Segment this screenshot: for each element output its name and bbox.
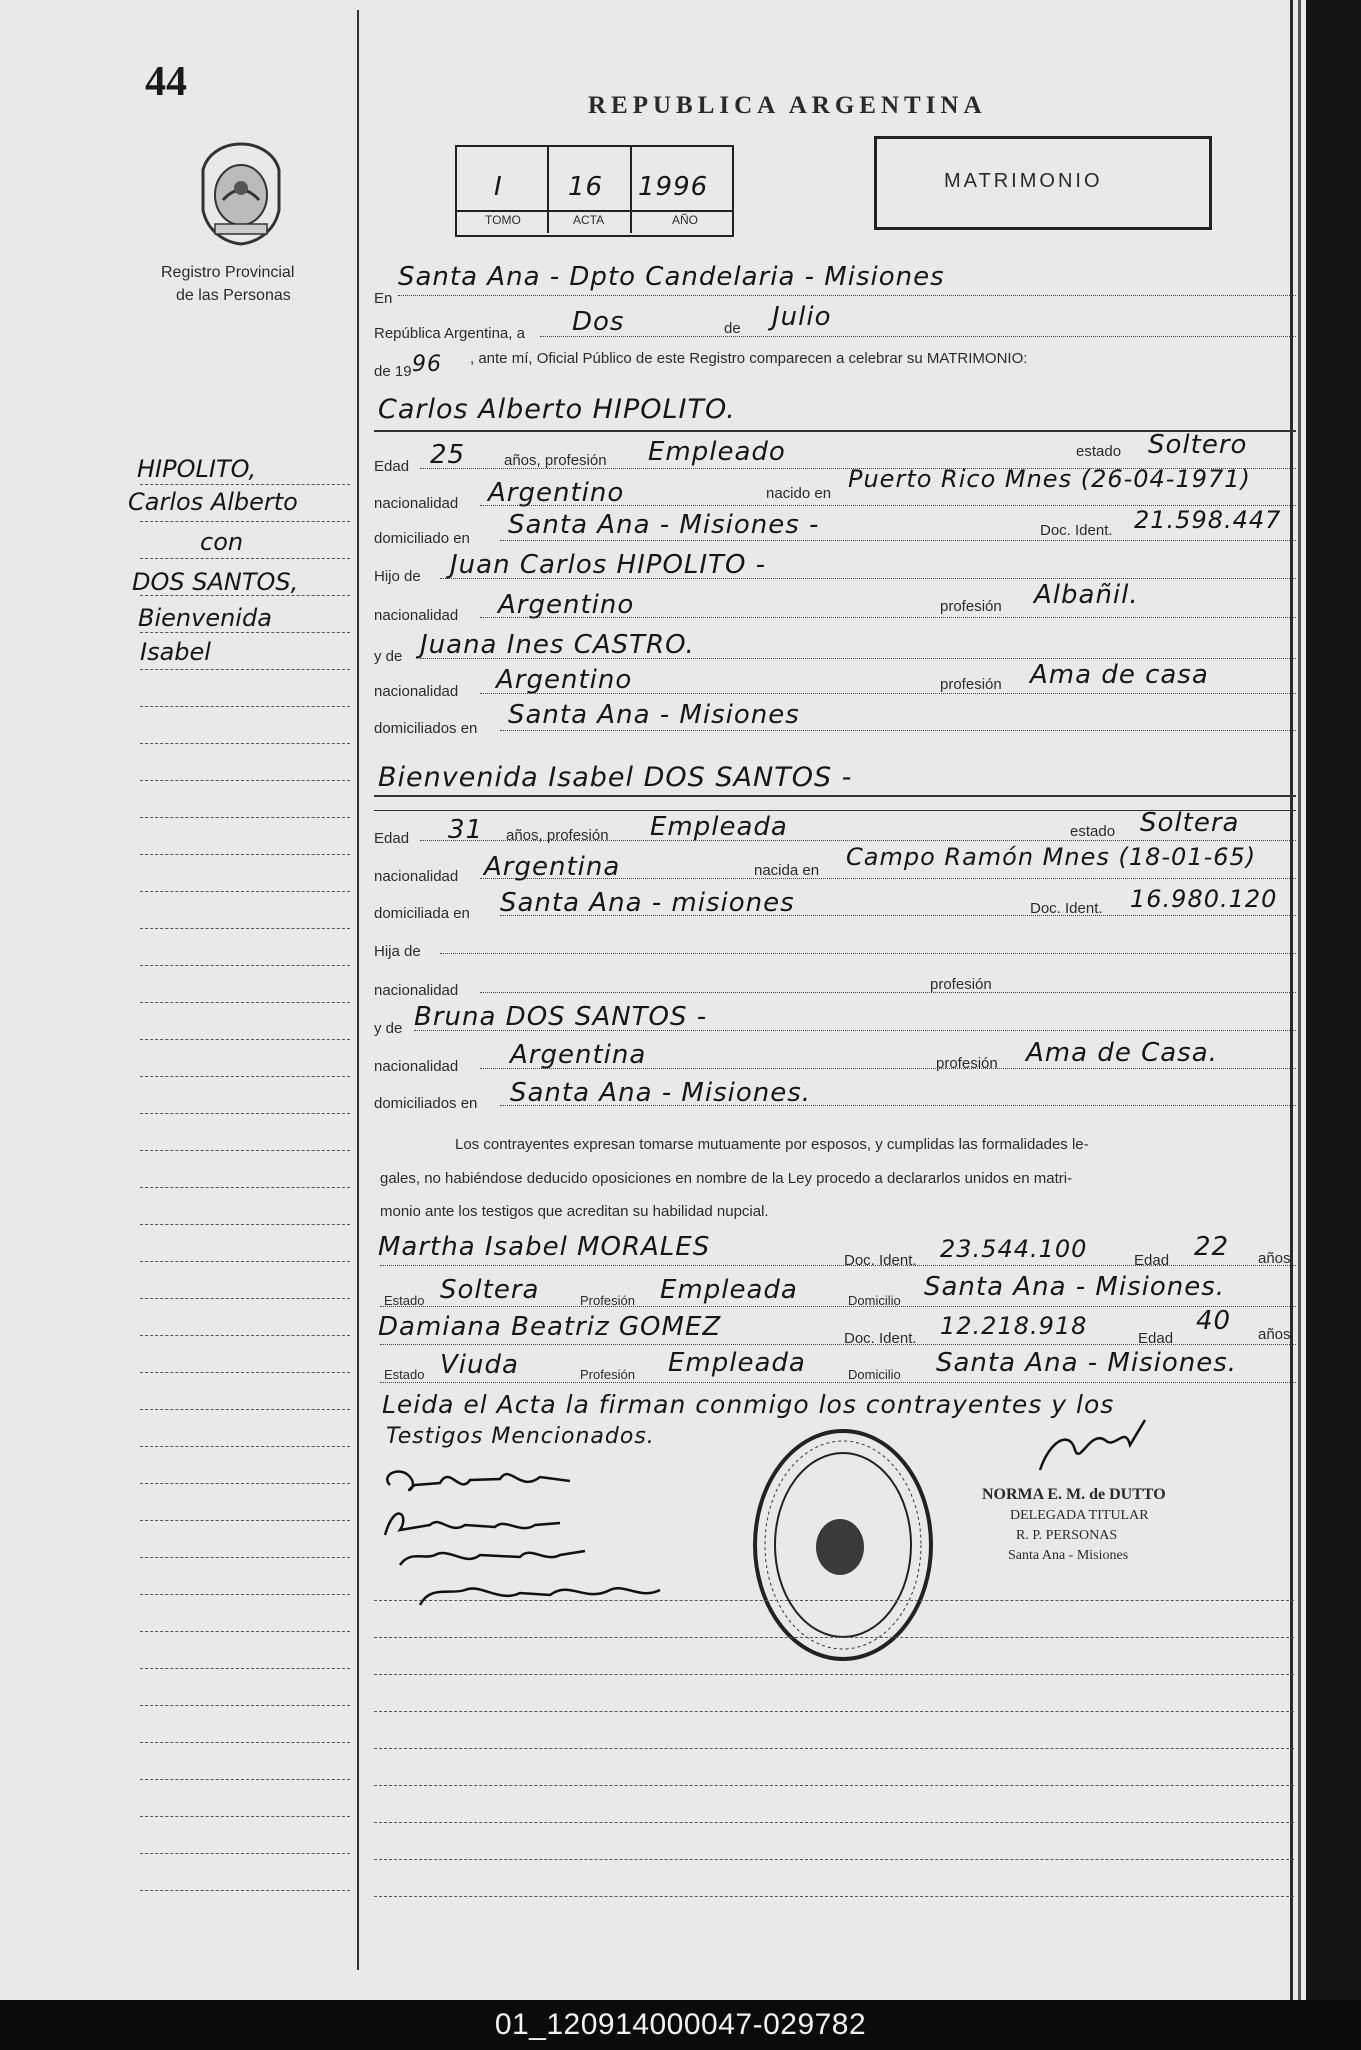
ano-label: AÑO [672, 213, 699, 227]
domicilio-label: Domicilio [848, 1293, 901, 1308]
ruled-line [140, 1520, 350, 1521]
ruled-line [140, 669, 350, 670]
ruled-line [140, 1853, 350, 1854]
estado-label: estado [1070, 823, 1116, 840]
profesion-label: profesión [930, 976, 992, 993]
doc-label: Doc. Ident. [1030, 900, 1103, 917]
doc-label: Doc. Ident. [844, 1252, 917, 1269]
ruled-line [140, 1409, 350, 1410]
nacionalidad-label: nacionalidad [374, 607, 459, 624]
ruled-line [140, 1335, 350, 1336]
ruled-line [140, 1076, 350, 1077]
ruled-line [140, 743, 350, 744]
ruled-line [374, 1785, 1294, 1786]
hijo-label: Hijo de [374, 568, 421, 585]
registry-stamp [748, 1425, 938, 1665]
de-label: de [724, 320, 741, 337]
ruled-line [140, 558, 350, 559]
marriage-day: Dos [572, 307, 625, 337]
tomo-label: TOMO [485, 213, 521, 227]
domiciliados-label: domiciliados en [374, 1095, 478, 1112]
witness-name: Martha Isabel MORALES [378, 1232, 711, 1262]
republic-label: República Argentina, a [374, 325, 525, 342]
ruled-line [374, 1896, 1294, 1897]
edad-label: Edad [1138, 1330, 1174, 1347]
marriage-month: Julio [772, 302, 832, 332]
witness-profession: Empleada [668, 1348, 806, 1378]
bride-profession: Empleada [650, 812, 788, 842]
certificate-type: MATRIMONIO [944, 170, 1103, 192]
bride-mother: Bruna DOS SANTOS - [414, 1002, 708, 1032]
coat-of-arms-seal [193, 140, 289, 248]
witness-status: Soltera [440, 1275, 540, 1305]
ruled-line [140, 1594, 350, 1595]
nacida-label: nacida en [754, 862, 820, 879]
profesion-label: Profesión [580, 1367, 635, 1382]
groom-age: 25 [430, 440, 466, 470]
registry-label: de las Personas [176, 287, 291, 304]
nacionalidad-label: nacionalidad [374, 495, 459, 512]
groom-status: Soltero [1148, 430, 1248, 460]
groom-father: Juan Carlos HIPOLITO - [450, 550, 767, 580]
ruled-line [140, 928, 350, 929]
y-de-label: y de [374, 648, 403, 665]
profesion-label: profesión [940, 676, 1002, 693]
witness-domicile: Santa Ana - Misiones. [924, 1272, 1226, 1302]
page-number: 44 [145, 59, 187, 105]
official-office: R. P. PERSONAS [1016, 1528, 1118, 1543]
nacionalidad-label: nacionalidad [374, 982, 459, 999]
groom-nationality: Argentino [488, 478, 625, 508]
country-title: REPUBLICA ARGENTINA [588, 92, 987, 119]
ruled-line [140, 1150, 350, 1151]
bride-age: 31 [448, 815, 484, 845]
registry-label: Registro Provincial [161, 264, 295, 281]
ruled-line [140, 484, 350, 485]
profesion-label: Profesión [580, 1293, 635, 1308]
witness-doc: 23.544.100 [940, 1235, 1088, 1263]
image-id-footer: 01_120914000047-029782 [0, 2000, 1361, 2050]
page-edge [1290, 0, 1293, 2000]
domiciliada-label: domiciliada en [374, 905, 470, 922]
ruled-line [140, 632, 350, 633]
nacionalidad-label: nacionalidad [374, 868, 459, 885]
estado-label: Estado [384, 1293, 425, 1308]
doc-label: Doc. Ident. [1040, 522, 1113, 539]
ruled-line [140, 1890, 350, 1891]
groom-father-profession: Albañil. [1034, 580, 1139, 610]
ruled-line [374, 1674, 1294, 1675]
ruled-line [140, 1298, 350, 1299]
ruled-line [374, 1711, 1294, 1712]
ruled-line [140, 1187, 350, 1188]
y-de-label: y de [374, 1020, 403, 1037]
bride-domicile: Santa Ana - misiones [500, 888, 795, 918]
ruled-line [140, 1816, 350, 1817]
ruled-line [374, 1859, 1294, 1860]
witness-profession: Empleada [660, 1275, 798, 1305]
groom-profession: Empleado [648, 437, 786, 467]
official-role: DELEGADA TITULAR [1010, 1508, 1149, 1523]
ruled-line [140, 1224, 350, 1225]
nacionalidad-label: nacionalidad [374, 683, 459, 700]
margin-divider [357, 10, 359, 1970]
groom-doc: 21.598.447 [1134, 506, 1282, 534]
marriage-place: Santa Ana - Dpto Candelaria - Misiones [398, 262, 945, 292]
groom-father-nationality: Argentino [498, 590, 635, 620]
hija-label: Hija de [374, 943, 421, 960]
ruled-line [140, 817, 350, 818]
ruled-line [140, 1742, 350, 1743]
bride-name: Bienvenida Isabel DOS SANTOS - [378, 762, 853, 793]
domiciliados-label: domiciliados en [374, 720, 478, 737]
en-label: En [374, 290, 393, 307]
witness-age: 22 [1194, 1232, 1230, 1262]
opening-text: , ante mí, Oficial Público de este Registro comparecen a celebrar su MATRIMONIO: [470, 350, 1028, 367]
ruled-line [140, 854, 350, 855]
official-place: Santa Ana - Misiones [1008, 1548, 1129, 1563]
ruled-line [140, 1372, 350, 1373]
margin-note: DOS SANTOS, [132, 568, 299, 596]
anos-profesion-label: años, profesión [504, 452, 607, 469]
ruled-line [374, 1637, 1294, 1638]
anos-label: años [1258, 1250, 1291, 1267]
signatures [370, 1455, 740, 1615]
bride-parents-domicile: Santa Ana - Misiones. [510, 1078, 812, 1108]
official-signature [1030, 1410, 1180, 1480]
acta-value: 16 [568, 172, 604, 202]
ruled-line [140, 891, 350, 892]
ano-value: 1996 [638, 172, 709, 202]
year-suffix: 96 [412, 352, 442, 377]
bride-birthplace: Campo Ramón Mnes (18-01-65) [846, 843, 1257, 871]
bride-status: Soltera [1140, 808, 1240, 838]
groom-birthplace: Puerto Rico Mnes (26-04-1971) [848, 465, 1251, 493]
declaration-line: monio ante los testigos que acreditan su habilidad nupcial. [380, 1203, 769, 1220]
estado-label: estado [1076, 443, 1122, 460]
ruled-line [140, 706, 350, 707]
closing-line: Leida el Acta la firman conmigo los contrayentes y los [382, 1390, 1115, 1419]
ruled-line [140, 1113, 350, 1114]
anos-label: años [1258, 1326, 1291, 1343]
ruled-line [140, 1261, 350, 1262]
ruled-line [374, 1600, 1294, 1601]
bride-doc: 16.980.120 [1130, 885, 1278, 913]
bride-mother-nationality: Argentina [510, 1040, 647, 1070]
ruled-line [140, 780, 350, 781]
estado-label: Estado [384, 1367, 425, 1382]
witness-doc: 12.218.918 [940, 1312, 1088, 1340]
tomo-value: I [494, 172, 503, 202]
witness-domicile: Santa Ana - Misiones. [936, 1348, 1238, 1378]
margin-note: con [200, 528, 244, 556]
ruled-line [140, 1483, 350, 1484]
doc-label: Doc. Ident. [844, 1330, 917, 1347]
margin-note: HIPOLITO, [137, 455, 257, 483]
ruled-line [374, 1748, 1294, 1749]
groom-parents-domicile: Santa Ana - Misiones [508, 700, 800, 730]
ruled-line [140, 1668, 350, 1669]
edad-label: Edad [374, 830, 410, 847]
groom-mother-nationality: Argentino [496, 665, 633, 695]
anos-profesion-label: años, profesión [506, 827, 609, 844]
acta-label: ACTA [573, 213, 605, 227]
ruled-line [140, 521, 350, 522]
domicilio-label: Domicilio [848, 1367, 901, 1382]
nacionalidad-label: nacionalidad [374, 1058, 459, 1075]
groom-mother-profession: Ama de casa [1030, 660, 1209, 690]
bride-nationality: Argentina [484, 852, 621, 882]
ruled-line [140, 1705, 350, 1706]
bride-mother-profession: Ama de Casa. [1026, 1038, 1218, 1068]
witness-name: Damiana Beatriz GOMEZ [378, 1312, 722, 1342]
margin-note: Isabel [140, 638, 211, 666]
ruled-line [140, 1779, 350, 1780]
ruled-line [140, 1446, 350, 1447]
witness-age: 40 [1196, 1306, 1232, 1336]
ruled-line [140, 1039, 350, 1040]
groom-mother: Juana Ines CASTRO. [420, 630, 695, 660]
declaration-line: gales, no habiéndose deducido oposiciones en nombre de la Ley procedo a declararlos unidos en matri- [380, 1170, 1073, 1187]
page-edge [1298, 0, 1301, 2000]
ruled-line [140, 595, 350, 596]
ruled-line [140, 965, 350, 966]
year-prefix: de 19 [374, 363, 412, 380]
ruled-line [140, 1557, 350, 1558]
margin-note: Bienvenida [138, 604, 272, 632]
ruled-line [140, 1002, 350, 1003]
profesion-label: profesión [940, 598, 1002, 615]
edad-label: Edad [374, 458, 410, 475]
closing-line: Testigos Mencionados. [386, 1424, 655, 1449]
domiciliado-label: domiciliado en [374, 530, 470, 547]
groom-domicile: Santa Ana - Misiones - [508, 510, 820, 540]
declaration-line: Los contrayentes expresan tomarse mutuamente por esposos, y cumplidas las formalidades le- [455, 1136, 1089, 1153]
ruled-line [374, 1822, 1294, 1823]
official-name: NORMA E. M. de DUTTO [982, 1486, 1166, 1503]
witness-status: Viuda [440, 1350, 519, 1380]
margin-note: Carlos Alberto [128, 488, 298, 516]
nacido-label: nacido en [766, 485, 832, 502]
profesion-label: profesión [936, 1055, 998, 1072]
ruled-line [140, 1631, 350, 1632]
edad-label: Edad [1134, 1252, 1170, 1269]
groom-name: Carlos Alberto HIPOLITO. [378, 394, 736, 425]
